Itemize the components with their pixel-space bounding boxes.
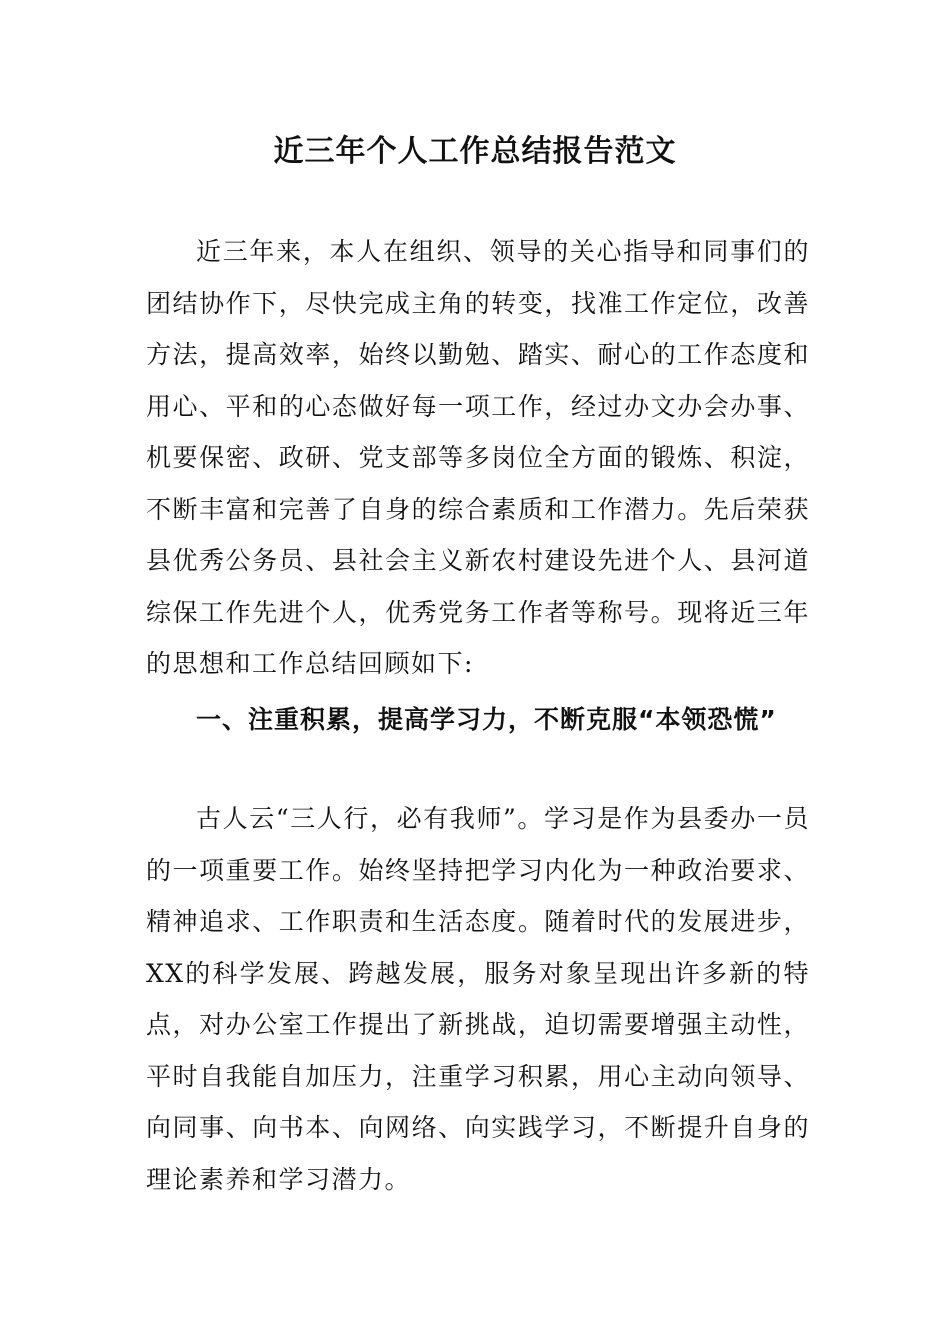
section-heading: 一、注重积累，提高学习力，不断克服“本领恐慌” <box>196 705 777 734</box>
section-paragraph: 古人云“三人行，必有我师”。学习是作为县委办一员的一项重要工作。始终坚持把学习内化为一种政治要求、精神追求、工作职责和生活态度。随着时代的发展进步，XX的科学发展、跨越发展，服务对象呈现出许多新的特点，对办公室工作提出了新挑战，迫切需要增强主动性，平时自我能自加压力，注重学习积累，用心主动向领导、向同事、向书本、向网络、向实践学习，不断提升自身的理论素养和学习潜力。 <box>146 804 810 1194</box>
document-title: 近三年个人工作总结报告范文 <box>273 134 677 169</box>
intro-paragraph: 近三年来，本人在组织、领导的关心指导和同事们的团结协作下，尽快完成主角的转变，找准工作定位，改善方法，提高效率，始终以勤勉、踏实、耐心的工作态度和用心、平和的心态做好每一项工作，经过办文办会办事、机要保密、政研、党支部等多岗位全方面的锻炼、积淀，不断丰富和完善了自身的综合素质和工作潜力。先后荣获县优秀公务员、县社会主义新农村建设先进个人、县河道综保工作先进个人，优秀党务工作者等称号。现将近三年的思想和工作总结回顾如下: <box>146 237 810 678</box>
